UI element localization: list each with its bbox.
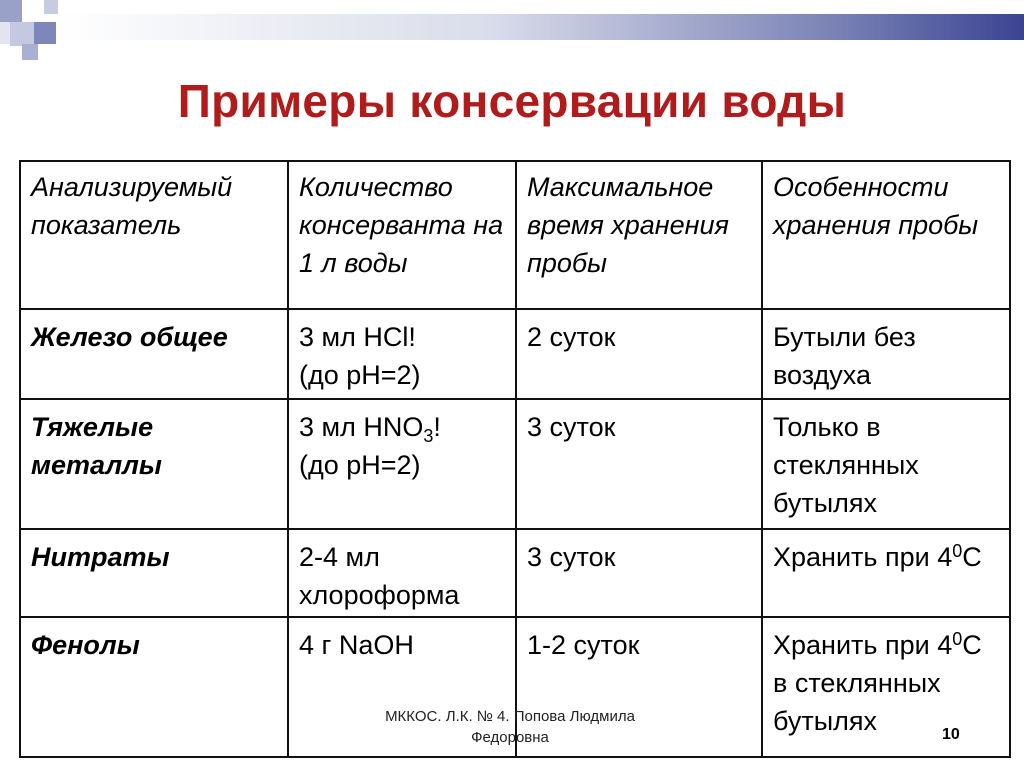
storage-cell: Только в стеклянных бутылях	[762, 399, 1010, 529]
header-cell-indicator: Анализируемый показатель	[20, 161, 288, 309]
storage-cell	[762, 529, 1010, 617]
preservation-table	[19, 160, 1011, 758]
page-number: 10	[942, 726, 960, 743]
amount-note: (до рН=2)	[299, 450, 421, 480]
time-cell: 3 суток	[516, 529, 762, 617]
decor-square	[0, 0, 22, 22]
decor-square	[22, 0, 44, 22]
decor-square	[10, 22, 34, 46]
indicator-cell: Железо общее	[20, 309, 288, 399]
header-cell-time: Максимальное время хранения пробы	[516, 161, 762, 309]
amount-note: (до рН=2)	[299, 360, 421, 390]
amount-text	[299, 408, 505, 446]
decor-square	[44, 0, 58, 14]
amount-subscript: 3	[423, 426, 434, 446]
table-row	[20, 399, 1010, 529]
decor-square	[0, 22, 10, 44]
storage-text: Хранить при 4	[773, 542, 953, 572]
storage-superscript: 0	[952, 629, 963, 649]
indicator-cell: Тяжелые металлы	[20, 399, 288, 529]
amount-text: 3 мл HCl!	[299, 322, 416, 352]
amount-text-suffix: !	[433, 412, 441, 442]
storage-cell: Бутыли без воздуха	[762, 309, 1010, 399]
table-row	[20, 309, 1010, 399]
header-cell-amount: Количество консерванта на 1 л воды	[288, 161, 516, 309]
slide-footer	[360, 706, 660, 748]
table-header-row	[20, 161, 1010, 309]
header-band	[58, 14, 1024, 40]
amount-cell	[288, 309, 516, 399]
decor-square	[22, 44, 38, 60]
decor-square	[34, 22, 56, 44]
indicator-cell: Фенолы	[20, 617, 288, 757]
amount-text-main: 3 мл HNO	[299, 412, 424, 442]
slide-title: Примеры консервации воды	[177, 75, 847, 127]
amount-cell: 4 г NaOH	[288, 617, 516, 757]
footer-line: МККОС. Л.К. № 4. Попова Людмила	[385, 708, 635, 725]
time-cell: 3 суток	[516, 399, 762, 529]
footer-line: Федоровна	[471, 729, 549, 746]
table-row	[20, 529, 1010, 617]
time-cell: 1-2 суток	[516, 617, 762, 757]
storage-superscript: 0	[952, 541, 963, 561]
storage-cell	[762, 617, 1010, 757]
storage-text-suffix: С в стеклянных бутылях	[773, 630, 982, 736]
storage-text-suffix: С	[962, 542, 982, 572]
amount-cell: 2-4 мл хлороформа	[288, 529, 516, 617]
indicator-cell: Нитраты	[20, 529, 288, 617]
time-cell: 2 суток	[516, 309, 762, 399]
header-cell-storage: Особенности хранения пробы	[762, 161, 1010, 309]
storage-text: Хранить при 4	[773, 630, 953, 660]
amount-cell	[288, 399, 516, 529]
